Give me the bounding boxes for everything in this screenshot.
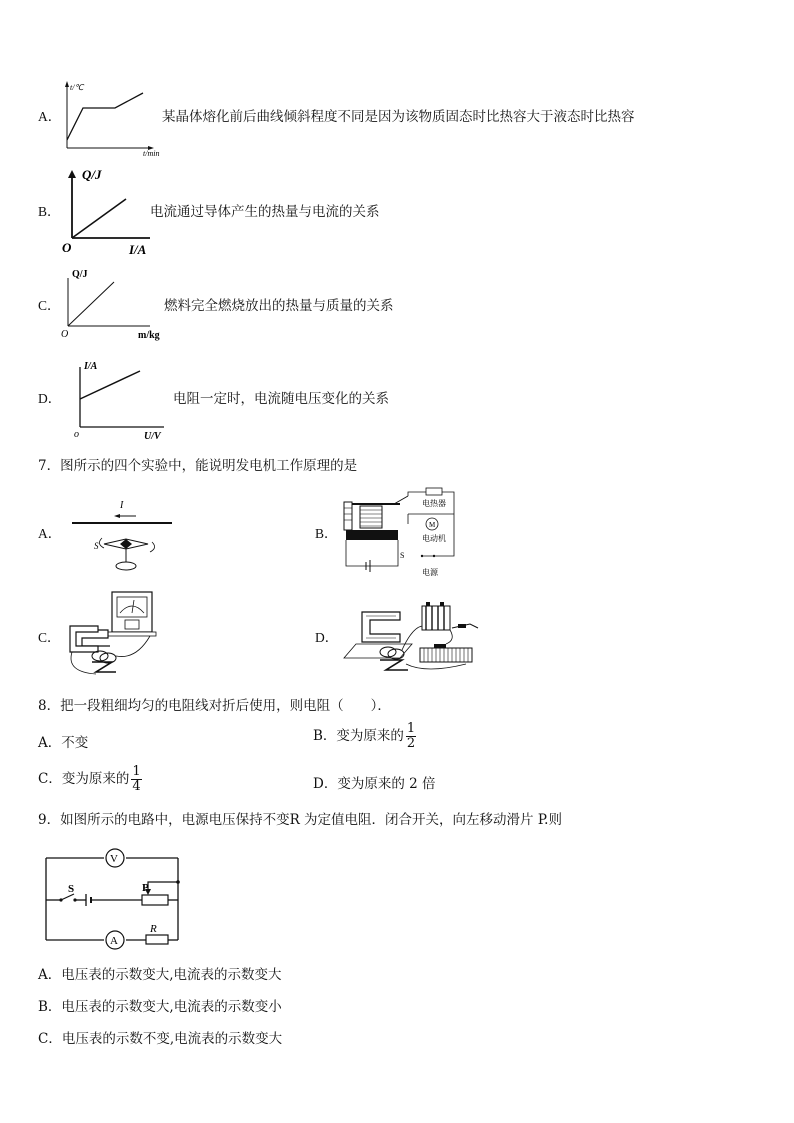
- option-letter: D．: [38, 391, 62, 406]
- fraction-one-half: [406, 722, 416, 751]
- origin-label: O: [62, 240, 72, 255]
- q9-option-a: A．电压表的示数变大,电流表的示数变大: [38, 967, 282, 983]
- option-letter: C．: [38, 630, 61, 645]
- y-axis-label: Q/J: [72, 269, 88, 280]
- source-label: 电源: [422, 568, 438, 577]
- origin-label: o: [74, 429, 79, 440]
- question-9-stem: 9．如图所示的电路中，电源电压保持不变R 为定值电阻．闭合开关，向左移动滑片 P.则: [38, 812, 562, 828]
- current-label: I: [120, 500, 124, 511]
- q8-option-a: A．不变: [38, 735, 89, 751]
- option-text: C．变为原来的: [38, 771, 130, 787]
- current-voltage-graph: [68, 357, 178, 445]
- y-axis-label: Q/J: [82, 167, 102, 182]
- circuit-diagram: [38, 844, 188, 950]
- option-letter: C．: [38, 298, 61, 313]
- question-8-stem: 8．把一段粗细均匀的电阻线对折后使用，则电阻（ ）．: [38, 698, 391, 714]
- voltmeter-label: V: [110, 853, 118, 865]
- option-text: 电阻一定时，电流随电压变化的关系: [173, 391, 389, 407]
- electromagnetic-relay-figure: [338, 484, 464, 580]
- x-axis-label: I/A: [129, 242, 147, 257]
- denominator: 4: [132, 779, 141, 794]
- fraction-one-quarter: [131, 765, 141, 794]
- q9-option-b: B．电压表的示数变大,电流表的示数变小: [38, 999, 282, 1015]
- motor-label: 电动机: [422, 534, 446, 543]
- denominator: 2: [406, 736, 416, 751]
- option-letter: A．: [38, 109, 62, 124]
- option-text: 电流通过导体产生的热量与电流的关系: [150, 204, 380, 220]
- y-axis-label: I/A: [84, 361, 98, 372]
- option-letter: D．: [315, 630, 339, 645]
- option-text: B．变为原来的: [313, 728, 404, 744]
- q9-option-c: C．电压表的示数不变,电流表的示数变大: [38, 1031, 283, 1047]
- option-letter: B．: [315, 526, 338, 541]
- q8-option-c: [38, 765, 142, 794]
- oersted-experiment-figure: [68, 492, 176, 574]
- heater-label: 电热器: [422, 499, 446, 508]
- switch-label: S: [68, 883, 75, 895]
- q8-option-b: [313, 722, 416, 751]
- heat-current-graph: [60, 165, 160, 260]
- option-letter: A．: [38, 526, 62, 541]
- option-text: 某晶体熔化前后曲线倾斜程度不同是因为该物质固态时比热容大于液态时比热容: [162, 109, 635, 125]
- resistor-label: R: [150, 923, 157, 935]
- slider-label: P: [142, 882, 149, 894]
- pole-label: S: [94, 541, 99, 551]
- option-letter: B．: [38, 204, 61, 219]
- x-axis-label: t/min: [143, 149, 160, 158]
- option-text: 燃料完全燃烧放出的热量与质量的关系: [164, 298, 394, 314]
- motor-symbol: M: [429, 521, 436, 529]
- origin-label: O: [61, 329, 69, 340]
- numerator: 1: [132, 764, 141, 779]
- q8-option-d: D．变为原来的 2 倍: [313, 776, 436, 792]
- heat-mass-graph: [58, 266, 168, 344]
- ammeter-label: A: [110, 935, 118, 947]
- temperature-time-graph: [55, 78, 170, 158]
- question-7-stem: 7．图所示的四个实验中，能说明发电机工作原理的是: [38, 458, 358, 474]
- motor-principle-figure: [340, 600, 486, 674]
- x-axis-label: m/kg: [138, 330, 160, 341]
- switch-label: S: [400, 551, 405, 560]
- numerator: 1: [406, 721, 416, 736]
- y-axis-label: t/℃: [70, 83, 84, 92]
- galvanometer-induction-figure: [62, 586, 160, 684]
- x-axis-label: U/V: [144, 431, 161, 442]
